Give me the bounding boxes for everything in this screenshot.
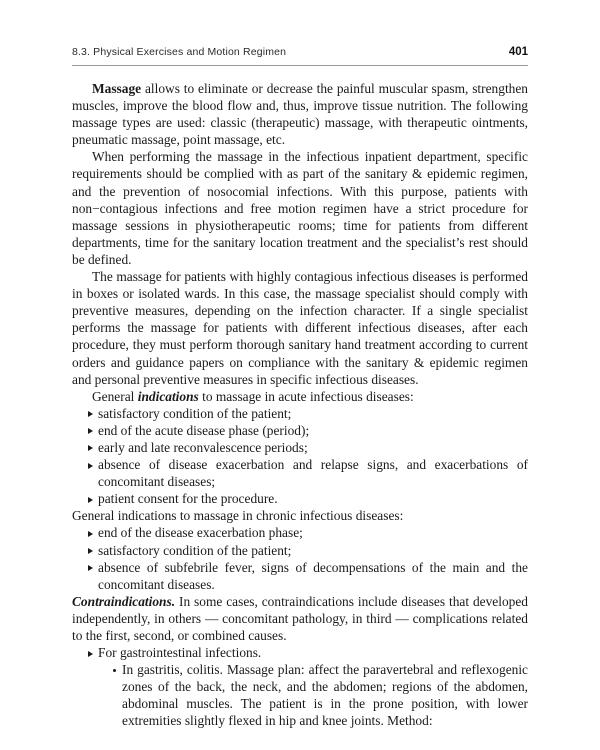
running-header-title: 8.3. Physical Exercises and Motion Regimen [72,46,287,58]
contraindications-list [72,644,528,661]
list-item-text: early and late reconvalescence periods; [98,439,308,455]
triangle-bullet-icon [88,497,93,503]
term-indications: indications [137,388,199,404]
list-item [72,559,528,593]
paragraph-contraindications [72,593,528,644]
chronic-indications-list [72,524,528,592]
list-item [72,524,528,541]
paragraph-massage-definition-text: allows to eliminate or decrease the painful muscular spasm, strengthen muscles, improve the blood flow and, thus, improve tissue nutrition. The following massage types are used: classic (therapeutic) massage, with therapeutic ointments, pneumatic massage, point massage, etc. [72,81,528,148]
paragraph-contraindications-text: In some cases, contraindications include diseases that developed independently, in others — concomitant pathology, in third — complications related to the first, second, or combined causes. [72,593,528,643]
list-item-text: end of the disease exacerbation phase; [98,525,303,541]
chronic-indications-intro: General indications to massage in chronic infectious diseases: [72,508,404,524]
running-header [72,46,528,58]
list-item-text: For gastrointestinal infections. [98,645,262,661]
triangle-bullet-icon [88,531,93,537]
list-item-text: absence of subfebrile fever, signs of decompensations of the main and the concomitant diseases. [98,559,528,592]
list-item [72,644,528,661]
triangle-bullet-icon [88,565,93,571]
triangle-bullet-icon [88,651,93,657]
list-item-text: satisfactory condition of the patient; [98,405,292,421]
list-item-text: end of the acute disease phase (period); [98,422,310,438]
triangle-bullet-icon [88,428,93,434]
term-contraindications: Contraindications. [72,593,176,609]
list-item [72,439,528,456]
list-item-text: absence of disease exacerbation and relapse signs, and exacerbations of concomitant diseases; [98,457,528,490]
list-item [72,490,528,507]
paragraph-massage-definition [72,80,528,148]
header-divider-rule [72,65,528,66]
triangle-bullet-icon [88,411,93,417]
list-item [72,456,528,490]
acute-intro-suffix: to massage in acute infectious diseases: [198,388,414,404]
paragraph-inpatient-requirements: When performing the massage in the infectious inpatient department, specific requirements should be complied with as part of the sanitary & epidemic regimen, and the prevention of nosocomial infections. With this purpose, patients with non−contagious infections and free motion regimen have a strict procedure for massage sessions in physiotherapeutic rooms; time for patients from different departments, time for the sanitary location treatment and the specialist’s rest should be defined. [72,149,528,267]
body-content [72,80,528,730]
triangle-bullet-icon [88,445,93,451]
triangle-bullet-icon [88,463,93,469]
gastrointestinal-sublist [72,661,528,729]
acute-intro-prefix: General [92,388,138,404]
list-item [72,542,528,559]
round-bullet-icon [113,669,116,672]
acute-indications-list [72,405,528,508]
list-item-text: In gastritis, colitis. Massage plan: affect the paravertebral and reflexogenic zones of the back, the neck, and the abdomen; regions of the abdomen, abdominal muscles. The patient is in the prone position, with lower extremities slightly flexed in hip and knee joints. Method: [122,662,528,729]
list-item [72,661,528,729]
triangle-bullet-icon [88,548,93,554]
term-massage: Massage [92,81,142,96]
list-item [72,405,528,422]
list-item [72,422,528,439]
paragraph-highly-contagious: The massage for patients with highly contagious infectious diseases is performed in boxes or isolated wards. In this case, the massage specialist should comply with preventive measures, depending on the infection character. If a single specialist performs the massage for patients with different infectious diseases, after each procedure, they must perform thorough sanitary hand treatment according to current orders and guidance papers on compliance with the sanitary & epidemic regimen and personal preventive measures in specific infectious diseases. [72,269,528,387]
list-item-text: satisfactory condition of the patient; [98,542,292,558]
page-number: 401 [508,46,528,58]
list-item-text: patient consent for the procedure. [98,491,278,507]
acute-indications-intro [72,388,528,405]
